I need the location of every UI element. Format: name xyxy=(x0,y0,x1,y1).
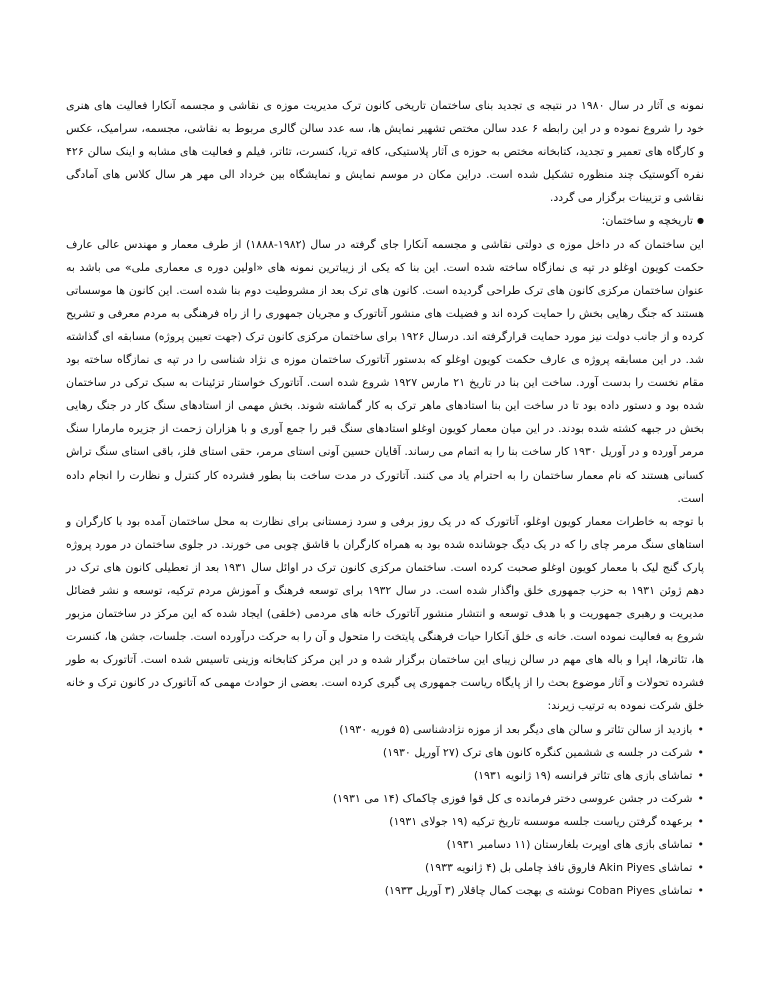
events-list xyxy=(66,718,704,903)
ataturk-paragraph: با توجه به خاطرات معمار کویون اوغلو، آتاتورک که در یک روز برفی و سرد زمستانی برای نظارت به محل ساختمان آمده بود با کارگران و استاهای سنگ مرمر چای را که در یک دیگ جوشانده شده بود به همراه کارگران با قاشق چوبی می خورند. در جلوی ساختمان در مورد پروژه پارک گنج لیک با معمار کویون اوغلو صحبت کرده است. ساختمان مرکزی کانون ترک در اوائل سال ۱۹۳۱ بعد از تعطیلی کانون های ترک در دهم ژوئن ۱۹۳۱ به حزب جمهوری خلق واگذار شده است. در سال ۱۹۳۲ برای توسعه فرهنگ و آموزش مردم ترکیه، توسعه و نشر فضائل مدیریت و رهبری جمهوریت و با هدف توسعه و انتشار منشور آتاتورک خانه های مردمی (خلقی) ایجاد شده که این مرکز در ساختمان مزبور شروع به فعالیت نموده است. خانه ی خلق آنکارا حیات فرهنگی پایتخت را متحول و آن را به حرکت درآورده است. جلسات، جشن ها، کنسرت ها، تئاترها، اپرا و باله های مهم در سالن زیبای این ساختمان برگزار شده و در این مرکز کتابخانه وزینی تاسیس شده است. آتاتورک به طور فشرده تحولات و آثار موضوع بحث را از پایگاه ریاست جمهوری پی گیری کرده است. بعضی از حوادث مهمی که آتاتورک در کانون ترک و خانه خلق شرکت نموده به ترتیب زیرند: xyxy=(66,514,704,713)
document-body xyxy=(66,94,704,902)
list-item: • برعهده گرفتن ریاست جلسه موسسه تاریخ ترکیه (۱۹ جولای ۱۹۳۱) xyxy=(66,810,704,833)
list-item: • بازدید از سالن تئاتر و سالن های دیگر بعد از موزه نژادشناسی (۵ فوریه ۱۹۳۰) xyxy=(66,718,704,741)
list-item: • تماشای بازی های تئاتر فرانسه (۱۹ ژانویه ۱۹۳۱) xyxy=(66,764,704,787)
list-item: • شرکت در جشن عروسی دختر فرمانده ی کل قوا فوزی چاکماک (۱۴ می ۱۹۳۱) xyxy=(66,787,704,810)
section-heading: ● تاریخچه و ساختمان: xyxy=(66,209,704,232)
list-item: • تماشای Coban Piyes نوشته ی بهجت کمال چاقلار (۳ آوریل ۱۹۳۳) xyxy=(66,879,704,902)
intro-paragraph: نمونه ی آثار در سال ۱۹۸۰ در نتیجه ی تجدید بنای ساختمان تاریخی کانون ترک مدیریت موزه ی نقاشی و مجسمه آنکارا فعالیت های هنری خود را شروع نموده و در این رابطه ۶ عدد سالن مختص تشهیر نمایش ها، سه عدد سالن گالری مربوط به نقاشی، مجسمه، سرامیک، عکس و کارگاه های تعمیر و تجدید، کتابخانه مختص به حوزه ی آثار پلاستیکی، کافه تریا، کنسرت، تئاتر، فیلم و فعالیت های مشابه و اینک سالن ۴۲۶ نفره آکوستیک چند منظوره تشکیل شده است. دراین مکان در موسم نمایش و نمایشگاه بین خرداد الی مهر هر سال کلاس های آمادگی نقاشی و تزیینات برگزار می گردد. xyxy=(66,99,704,205)
list-item: • تماشای بازی های اوپرت بلغارستان (۱۱ دسامبر ۱۹۳۱) xyxy=(66,833,704,856)
list-item: • شرکت در جلسه ی ششمین کنگره کانون های ترک (۲۷ آوریل ۱۹۳۰) xyxy=(66,741,704,764)
list-item: • تماشای Akin Piyes فاروق نافذ چاملی بل (۴ ژانویه ۱۹۳۳) xyxy=(66,856,704,879)
history-paragraph: این ساختمان که در داخل موزه ی دولتی نقاشی و مجسمه آنکارا جای گرفته در سال (۱۹۸۲-۱۸۸۸) از طرف معمار و مهندس عالی عارف حکمت کویون اوغلو در تپه ی نمازگاه ساخته شده است. این بنا که یکی از زیباترین نمونه های «اولین دوره ی معماری ملی» می باشد به عنوان ساختمان مرکزی کانون های ترک طراحی گردیده است. کانون های ترک بعد از مشروطیت دوم بنا شده است. این کانون ها موسساتی هستند که جنگ رهایی بخش را حمایت کرده اند و فضیلت های منشور آتاتورک و مجریان جمهوری را از راه فرهنگی به مردم معرفی و تشریح کرده و از جانب دولت نیز مورد حمایت قرارگرفته اند. درسال ۱۹۲۶ برای ساختمان مرکزی کانون ترک (جهت تعیین پروژه) مسابقه ای گذاشته شد. در این مسابقه پروژه ی عارف حکمت کویون اوغلو که بدستور آتاتورک ساختمان موزه ی نژاد شناسی را در تپه ی نمازگاه ساخته بود مقام نخست را بدست آورد. ساخت این بنا در تاریخ ۲۱ مارس ۱۹۲۷ شروع شده است. آتاتورک خواستار تزئینات به سبک ترکی در ساختمان شده بود و دستور داده بود تا در ساخت این بنا استادهای ماهر ترک به کار گماشته شوند. بخش مهمی از استادهای سنگ کار در جنگ رهایی بخش در جبهه کشته شده بودند. در این میان معمار کویون اوغلو استادهای سنگ قبر را جمع آوری و با هزاران زحمت از جزیره مارمارا سنگ مرمر آورده و در آوریل ۱۹۳۰ کار ساخت بنا را به اتمام می رساند. آقایان حسین آونی استای مرمر، حقی استای فلز، باقی استای سنگ تراش کسانی هستند که نام معمار ساختمان را به احترام یاد می کنند. آتاتورک در مدت ساخت بنا بطور فشرده کار کنترل و نظارت را انجام داده است. xyxy=(66,237,705,505)
